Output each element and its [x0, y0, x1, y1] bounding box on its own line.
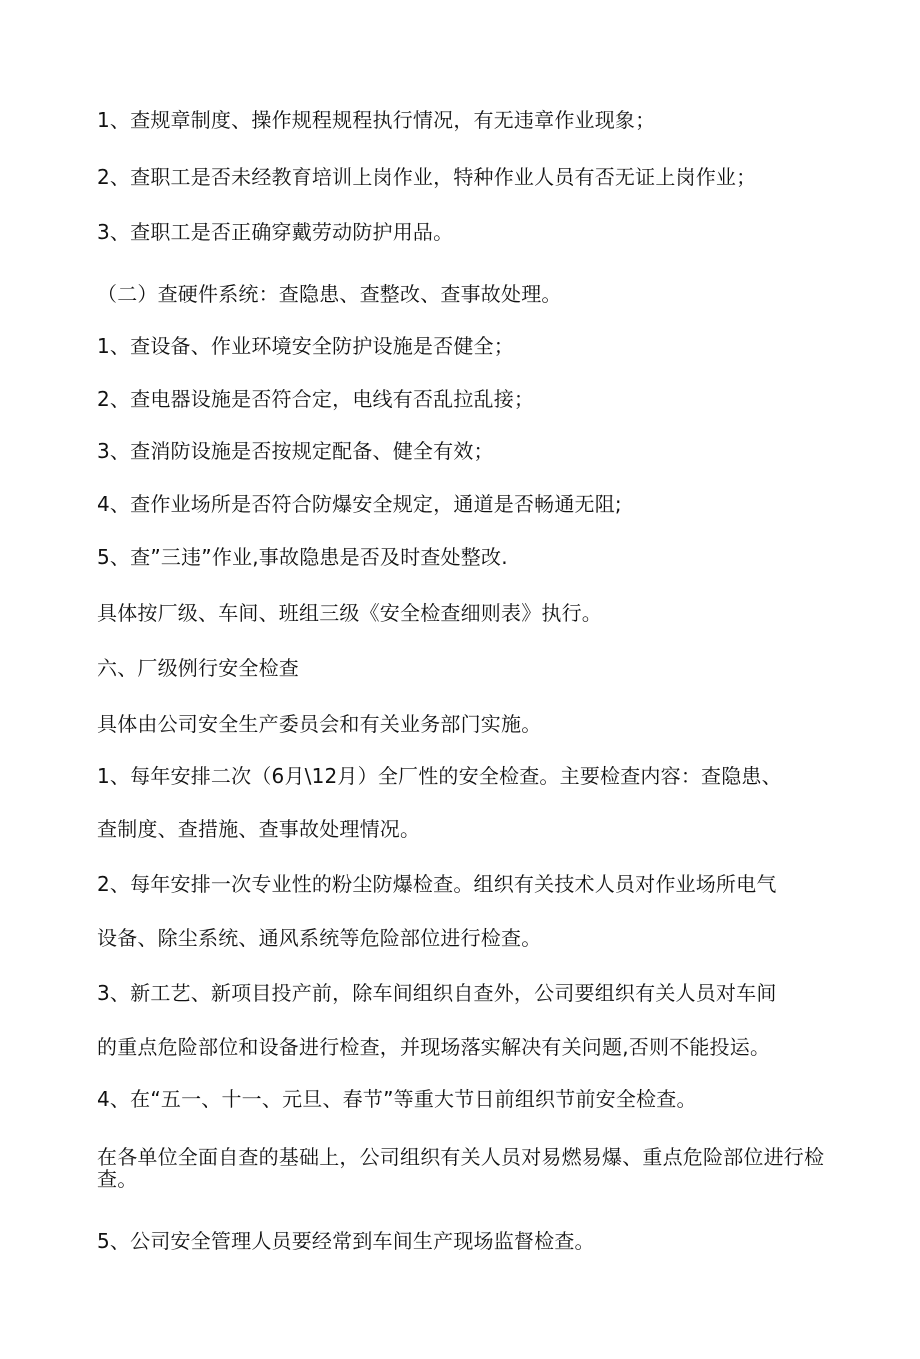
text-line: 的重点危险部位和设备进行检查，并现场落实解决有关问题,否则不能投运。: [97, 1035, 771, 1059]
text-line: 5、公司安全管理人员要经常到车间生产现场监督检查。: [97, 1229, 595, 1253]
section-heading: （二）查硬件系统：查隐患、查整改、查事故处理。: [97, 282, 562, 306]
text-line: 设备、除尘系统、通风系统等危险部位进行检查。: [97, 926, 542, 950]
text-paragraph: 在各单位全面自查的基础上，公司组织有关人员对易燃易爆、重点危险部位进行检查。: [97, 1145, 825, 1191]
text-line: 3、查消防设施是否按规定配备、健全有效；: [97, 439, 494, 463]
text-line: 1、查规章制度、操作规程规程执行情况，有无违章作业现象；: [97, 108, 656, 132]
text-line: 查制度、查措施、查事故处理情况。: [97, 817, 421, 841]
text-line: 2、查职工是否未经教育培训上岗作业，特种作业人员有否无证上岗作业；: [97, 165, 757, 189]
text-line: 具体按厂级、车间、班组三级《安全检查细则表》执行。: [97, 601, 602, 625]
text-line: 2、查电器设施是否符合定，电线有否乱拉乱接；: [97, 387, 535, 411]
text-line: 1、每年安排二次（6月\12月）全厂性的安全检查。主要检查内容：查隐患、: [97, 764, 782, 788]
text-line: 3、新工艺、新项目投产前，除车间组织自查外，公司要组织有关人员对车间: [97, 981, 777, 1005]
text-line: 2、每年安排一次专业性的粉尘防爆检查。组织有关技术人员对作业场所电气: [97, 872, 777, 896]
text-line: 具体由公司安全生产委员会和有关业务部门实施。: [97, 712, 542, 736]
section-heading: 六、厂级例行安全检查: [97, 656, 299, 680]
text-line: 4、查作业场所是否符合防爆安全规定，通道是否畅通无阻;: [97, 492, 622, 516]
text-line: 4、在“五一、十一、元旦、春节”等重大节日前组织节前安全检查。: [97, 1087, 697, 1111]
text-line: 5、查”三违”作业,事故隐患是否及时查处整改.: [97, 545, 508, 569]
text-line: 3、查职工是否正确穿戴劳动防护用品。: [97, 220, 454, 244]
text-line: 1、查设备、作业环境安全防护设施是否健全；: [97, 334, 514, 358]
